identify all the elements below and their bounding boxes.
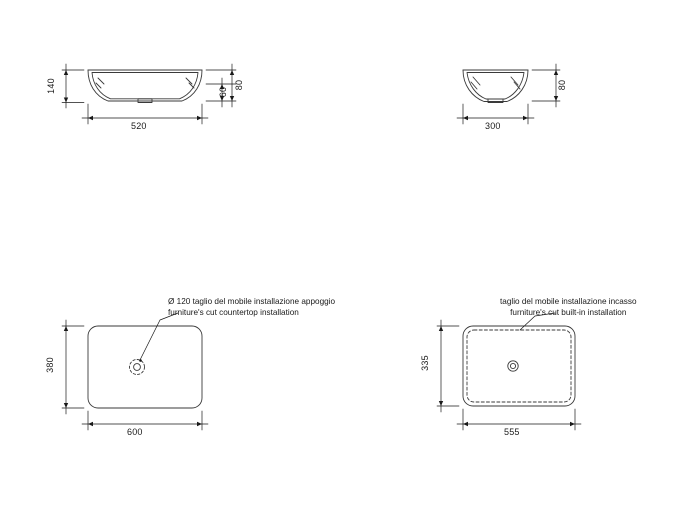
countertop-note [168, 297, 335, 318]
countertop-width-dim-label: 600 [127, 427, 143, 437]
top-countertop-outline [88, 326, 202, 408]
front-inner-height-dim-label: 60 [218, 86, 228, 98]
builtin-note-line2: furniture's cut built-in installation [510, 307, 627, 317]
countertop-depth-dim-label: 380 [45, 357, 55, 373]
side-height-dim-label: 80 [557, 79, 567, 91]
countertop-note-leader [139, 313, 178, 362]
front-outer-height-dim-label: 80 [234, 79, 244, 91]
builtin-width-dim-label: 555 [504, 427, 520, 437]
side-width-dim-label: 300 [485, 121, 501, 131]
front-section-outline [88, 70, 202, 103]
builtin-note-line1: taglio del mobile installazione incasso [500, 297, 637, 306]
countertop-note-line2: furniture's cut countertop installation [168, 307, 299, 317]
front-height-dim-label: 140 [46, 78, 56, 94]
builtin-note [500, 297, 637, 318]
builtin-depth-dim-label: 335 [420, 355, 430, 371]
top-builtin-outline [463, 326, 575, 406]
side-section-outline [463, 70, 528, 103]
front-width-dim-label: 520 [131, 121, 147, 131]
countertop-note-line1: Ø 120 taglio del mobile installazione appoggio [168, 297, 336, 306]
